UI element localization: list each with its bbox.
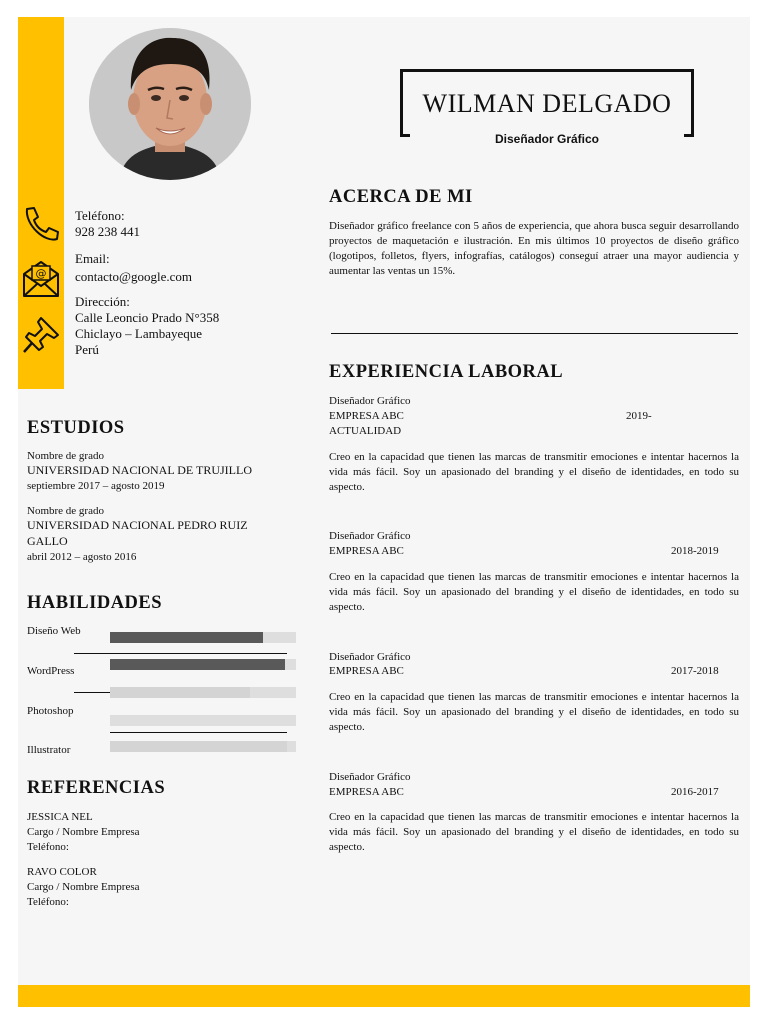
experience-role: Diseñador Gráfico: [329, 530, 411, 542]
email-label: Email:: [75, 251, 110, 266]
experience-description: Creo en la capacidad que tienen las marcas de transmitir emociones e intentar hacernos la vida más fácil. Soy un apasionado del branding y el diseño de identidades, en todo su aspecto.: [329, 691, 739, 733]
experience-period-cont: ACTUALIDAD: [329, 425, 402, 437]
pin-icon: [21, 315, 61, 355]
full-name: WILMAN DELGADO: [422, 89, 672, 118]
phone-contact: [75, 208, 140, 240]
skill-divider: [110, 732, 287, 733]
address-line1: Calle Leoncio Prado N°358: [75, 310, 220, 325]
skill-label: WordPress: [27, 665, 75, 677]
address-contact: [75, 294, 219, 358]
section-divider: [331, 333, 738, 334]
reference-position: Cargo / Nombre Empresa: [27, 826, 140, 838]
svg-text:@: @: [35, 267, 47, 280]
address-line2: Chiclayo – Lambayeque: [75, 326, 203, 341]
study-school-cont: GALLO: [27, 534, 68, 548]
reference-position: Cargo / Nombre Empresa: [27, 881, 140, 893]
skill-bar-track: [110, 659, 296, 670]
experience-description: Creo en la capacidad que tienen las marcas de transmitir emociones e intentar hacernos la vida más fácil. Soy un apasionado del branding y el diseño de identidades, en todo su aspecto.: [329, 571, 739, 613]
experience-role: Diseñador Gráfico: [329, 395, 411, 407]
study-school: UNIVERSIDAD NACIONAL DE TRUJILLO: [27, 463, 252, 477]
name-box: [400, 69, 694, 146]
job-title: Diseñador Gráfico: [494, 132, 600, 146]
phone-icon: [21, 205, 61, 245]
reference-phone: Teléfono:: [27, 841, 69, 853]
accent-footer-bar: [18, 985, 750, 1007]
experience-role: Diseñador Gráfico: [329, 771, 411, 783]
skill-label: Photoshop: [27, 705, 74, 717]
skills-heading: HABILIDADES: [27, 593, 163, 613]
experience-company: EMPRESA ABC: [329, 665, 404, 677]
address-line3: Perú: [75, 342, 99, 357]
experience-period: 2019-: [626, 410, 652, 422]
study-school: UNIVERSIDAD NACIONAL PEDRO RUIZ: [27, 518, 248, 532]
experience-period: 2018-2019: [671, 545, 719, 557]
email-contact: [75, 251, 192, 285]
skill-bar-track: [110, 632, 296, 643]
experience-company: EMPRESA ABC: [329, 786, 404, 798]
phone-label: Teléfono:: [75, 208, 125, 223]
reference-name: RAVO COLOR: [27, 866, 97, 878]
about-heading: ACERCA DE MI: [329, 187, 473, 207]
skill-divider: [74, 692, 112, 693]
profile-photo: [89, 28, 251, 180]
experience-company: EMPRESA ABC: [329, 410, 404, 422]
skill-bar-fill: [110, 687, 250, 698]
skill-label: Diseño Web: [27, 625, 81, 637]
study-degree: Nombre de grado: [27, 450, 104, 462]
experience-heading: EXPERIENCIA LABORAL: [329, 362, 564, 382]
skill-bar-fill: [110, 659, 285, 670]
skill-bar-track: [110, 687, 296, 698]
skill-bar-track: [110, 715, 296, 726]
about-text: Diseñador gráfico freelance con 5 años de experiencia, que ahora busca seguir desarrollando proyectos de maquetación e ilustración. En mis últimos 10 proyectos de diseño gráfico (logotipos, folletos, flyers, infografías, catálogos) conseguí atraer una mayor audiencia y aumentar las ventas un 15%.: [329, 220, 739, 277]
phone-value: 928 238 441: [75, 224, 140, 239]
experience-description: Creo en la capacidad que tienen las marcas de transmitir emociones e intentar hacernos la vida más fácil. Soy un apasionado del branding y el diseño de identidades, en todo su aspecto.: [329, 811, 739, 853]
experience-description: Creo en la capacidad que tienen las marcas de transmitir emociones e intentar hacernos la vida más fácil. Soy un apasionado del branding y el diseño de identidades, en todo su aspecto.: [329, 451, 739, 493]
reference-name: JESSICA NEL: [27, 811, 93, 823]
skill-bar-track: [110, 741, 296, 752]
study-period: septiembre 2017 – agosto 2019: [27, 480, 165, 492]
email-value[interactable]: contacto@google.com: [75, 269, 193, 284]
skill-bar-fill: [110, 632, 263, 643]
skill-bar-fill: [110, 741, 287, 752]
skill-label: Illustrator: [27, 744, 71, 756]
skill-divider: [74, 653, 287, 654]
references-heading: REFERENCIAS: [27, 778, 166, 798]
experience-role: Diseñador Gráfico: [329, 651, 411, 663]
experience-period: 2017-2018: [671, 665, 719, 677]
experience-company: EMPRESA ABC: [329, 545, 404, 557]
email-icon: [21, 258, 61, 298]
experience-period: 2016-2017: [671, 786, 719, 798]
studies-heading: ESTUDIOS: [27, 418, 125, 438]
address-label: Dirección:: [75, 294, 130, 309]
study-degree: Nombre de grado: [27, 505, 104, 517]
reference-phone: Teléfono:: [27, 896, 69, 908]
study-period: abril 2012 – agosto 2016: [27, 551, 137, 563]
